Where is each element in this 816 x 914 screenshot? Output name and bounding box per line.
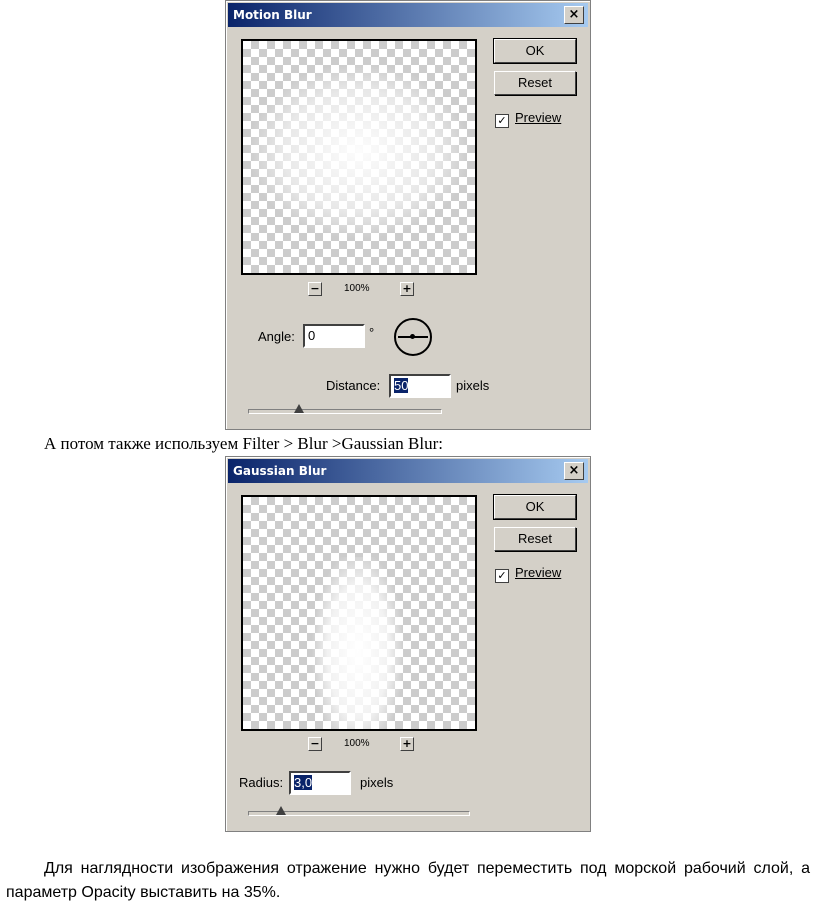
zoom-level: 100% [344, 283, 370, 294]
angle-center-dot [410, 334, 415, 339]
angle-label: Angle: [258, 329, 295, 344]
preview-label: Preview [515, 565, 562, 580]
title-bar[interactable] [228, 3, 588, 27]
ok-button[interactable]: OK [494, 495, 576, 519]
preview-checkbox-row[interactable] [495, 110, 561, 128]
preview-checkbox-row[interactable] [495, 565, 561, 583]
motion-blur-preview-image [243, 61, 475, 261]
dialog-title: Motion Blur [233, 8, 312, 22]
gaussian-blur-preview-image [303, 557, 413, 729]
dialog-title: Gaussian Blur [233, 464, 327, 478]
degree-symbol: ° [369, 325, 375, 340]
distance-slider-thumb[interactable] [294, 404, 304, 413]
distance-label: Distance: [326, 378, 381, 393]
preview-pane[interactable] [241, 39, 477, 275]
radius-input[interactable] [289, 771, 351, 795]
title-bar[interactable] [228, 459, 588, 483]
preview-label: Preview [515, 110, 562, 125]
zoom-in-button[interactable]: + [400, 737, 414, 751]
distance-unit: pixels [456, 378, 490, 393]
radius-value: 3,0 [294, 775, 313, 790]
zoom-level: 100% [344, 738, 370, 749]
gaussian-blur-dialog [225, 456, 591, 832]
distance-input[interactable] [389, 374, 451, 398]
radius-slider-thumb[interactable] [276, 806, 286, 815]
zoom-out-button[interactable]: − [308, 737, 322, 751]
close-button[interactable]: × [564, 6, 584, 24]
caption-text: А потом также используем Filter > Blur >Gaussian Blur: [44, 434, 443, 453]
close-button[interactable]: × [564, 462, 584, 480]
reset-button[interactable]: Reset [494, 527, 576, 551]
distance-slider-track[interactable] [248, 409, 442, 414]
radius-label: Radius: [239, 775, 284, 790]
preview-checkbox[interactable]: ✓ [495, 569, 509, 583]
preview-pane[interactable] [241, 495, 477, 731]
body-paragraph: Для наглядности изображения отражение нужно будет переместить под морской рабочий слой, а параметр Opacity выставить на 35%. [6, 860, 810, 901]
zoom-in-button[interactable]: + [400, 282, 414, 296]
angle-input[interactable]: 0 [303, 324, 365, 348]
distance-value: 50 [394, 378, 409, 393]
angle-dial[interactable] [394, 318, 432, 356]
zoom-out-button[interactable]: − [308, 282, 322, 296]
motion-blur-dialog [225, 0, 591, 430]
preview-checkbox[interactable]: ✓ [495, 114, 509, 128]
ok-button[interactable]: OK [494, 39, 576, 63]
radius-unit: pixels [360, 775, 394, 790]
reset-button[interactable]: Reset [494, 71, 576, 95]
